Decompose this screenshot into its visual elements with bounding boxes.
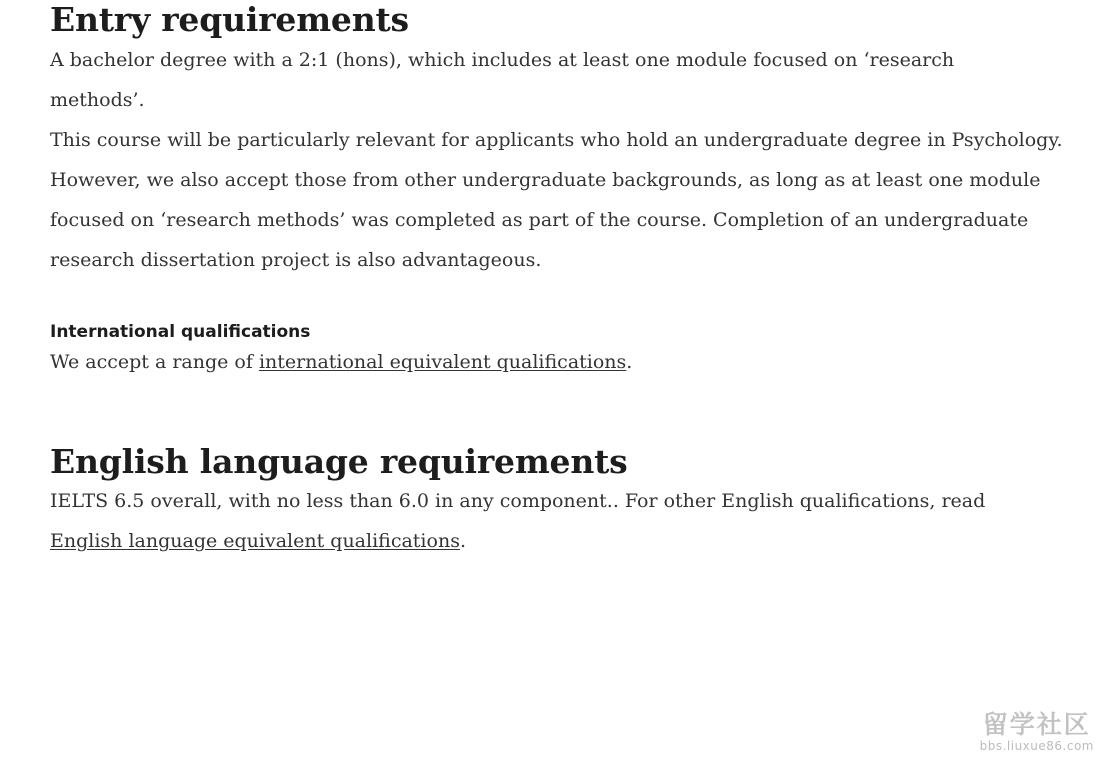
international-equivalent-qualifications-link[interactable]: international equivalent qualifications: [258, 350, 627, 373]
english-language-requirements-section: [50, 442, 1060, 562]
watermark: [980, 712, 1094, 752]
entry-requirements-paragraph-2: This course will be particularly relevant for applicants who hold an undergraduate degree in Psychology. However, we also accept those from other undergraduate backgrounds, as long as at least one module focused on ‘research methods’ was completed as part of the course. Completion of an undergraduate research dissertation project is also advantageous.: [50, 128, 1063, 271]
english-language-requirements-paragraph: [50, 481, 1060, 561]
paragraph-text-after-link: .: [626, 350, 633, 373]
english-paragraph-text-after-link: .: [459, 530, 466, 553]
entry-requirements-paragraph-1: A bachelor degree with a 2:1 (hons), which includes at least one module focused on ‘research methods’.: [50, 48, 955, 111]
international-qualifications-subheading: International qualifications: [50, 321, 311, 342]
international-qualifications-paragraph: [50, 342, 1060, 382]
entry-requirements-heading: Entry requirements: [50, 0, 409, 39]
english-language-requirements-heading: English language requirements: [50, 441, 628, 481]
document-content: [50, 0, 1063, 561]
english-paragraph-text-before-link: IELTS 6.5 overall, with no less than 6.0 in any component.. For other English qualifications, read: [50, 490, 986, 513]
paragraph-text-before-link: We accept a range of: [50, 350, 259, 373]
english-language-equivalent-qualifications-link[interactable]: English language equivalent qualifications: [50, 530, 460, 553]
watermark-sub-text: bbs.liuxue86.com: [979, 739, 1094, 753]
watermark-main-text: 留学社区: [982, 710, 1091, 739]
